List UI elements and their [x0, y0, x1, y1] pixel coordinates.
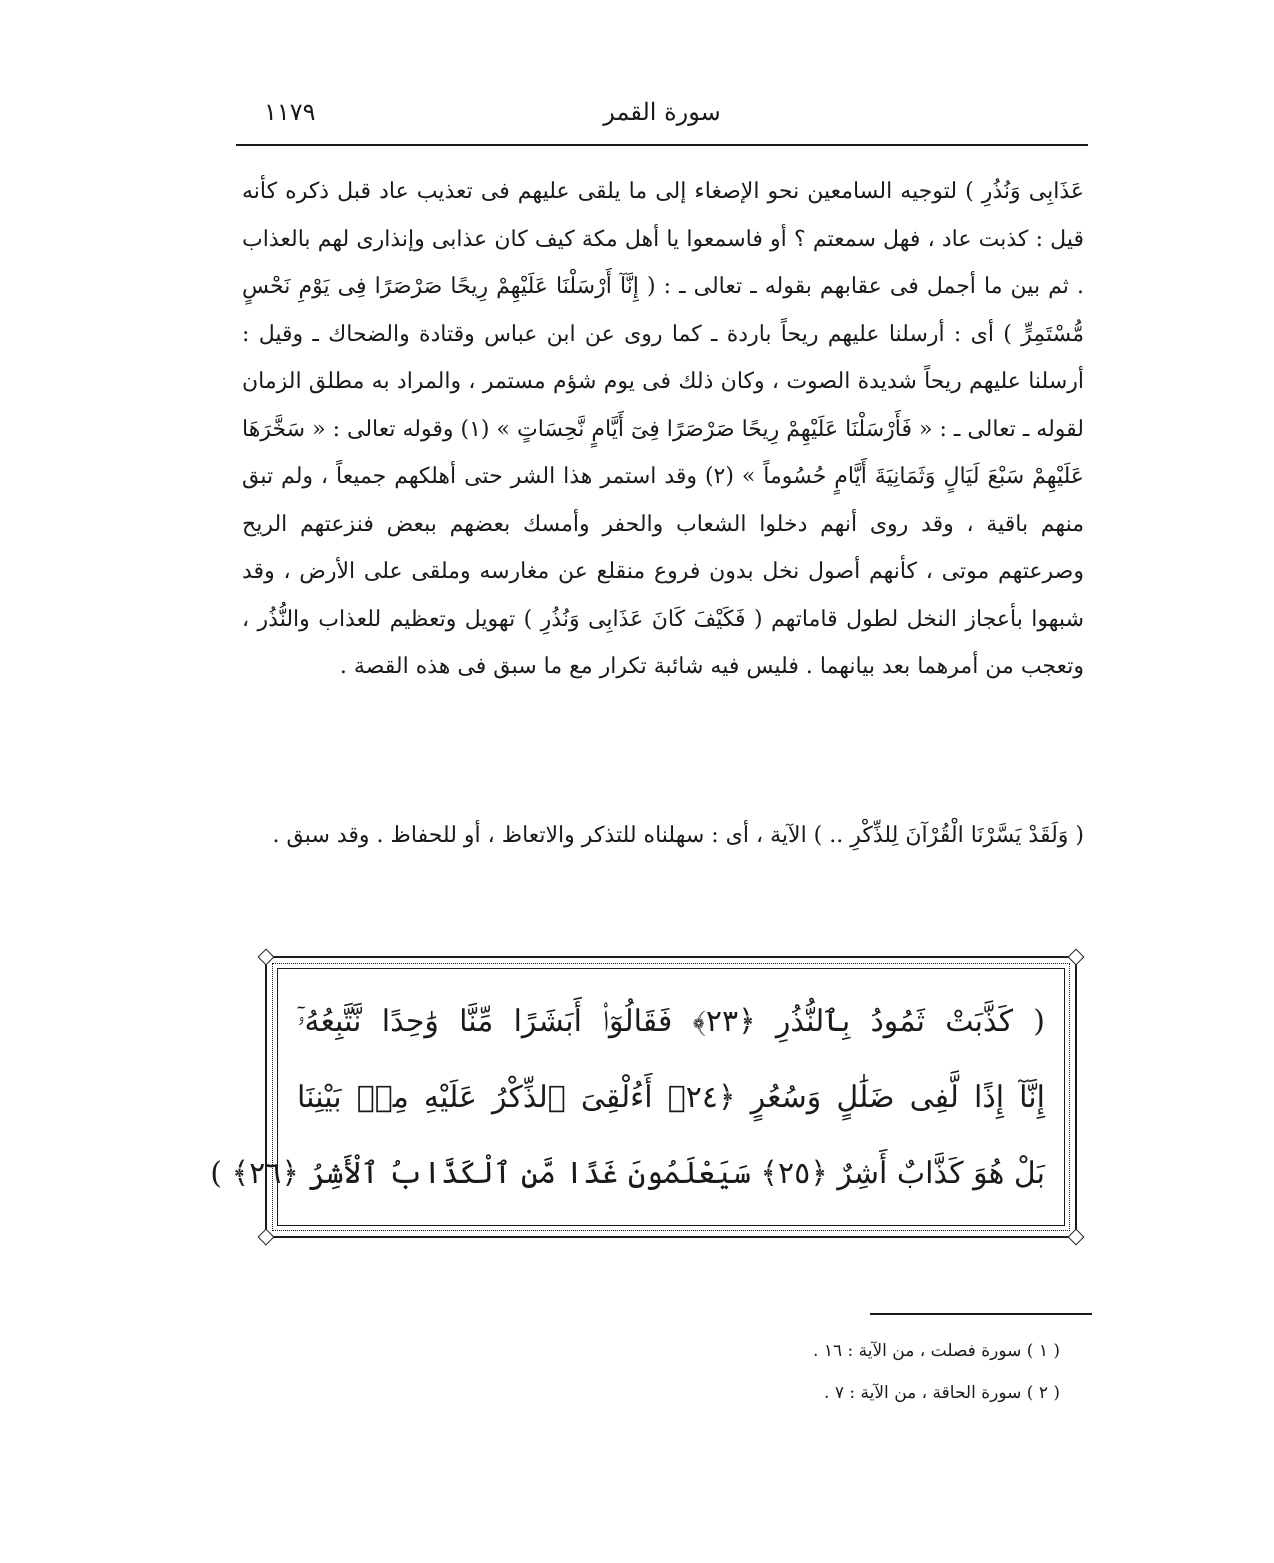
footnote-2: ( ٢ ) سورة الحاقة ، من الآية : ٧ . [824, 1383, 1060, 1403]
corner-ornament-icon [1068, 1229, 1085, 1246]
commentary-paragraph-2: ( وَلَقَدْ يَسَّرْنَا الْقُرْآنَ لِلذِّكْرِ .. ) الآية ، أى : سهلناه للتذكر والاتعاظ ، أو للحفاظ . وقد سبق . [272, 823, 1084, 848]
commentary-paragraph: عَذَابِى وَنُذُرِ ) لتوجيه السامعين نحو الإصغاء إلى ما يلقى عليهم فى تعذيب عاد قبل ذكره كأنه قيل : كذبت عاد ، فهل سمعتم ؟ أو فاسمعوا يا أهل مكة كيف كان عذابى وإنذارى لهم بالعذاب . ثم بين ما أجمل فى عقابهم بقوله ـ تعالى ـ : ( إِنَّآ أَرْسَلْنَا عَلَيْهِمْ رِيحًا صَرْصَرًا فِى يَوْمِ نَحْسٍ مُّسْتَمِرٍّ ) أى : أرسلنا عليهم ريحاً باردة ـ كما روى عن ابن عباس وقتادة والضحاك ـ وقيل : أرسلنا عليهم ريحاً شديدة الصوت ، وكان ذلك فى يوم شؤم مستمر ، والمراد به مطلق الزمان لقوله ـ تعالى ـ : « فَأَرْسَلْنَا عَلَيْهِمْ رِيحًا صَرْصَرًا فِىٓ أَيَّامٍ نَّحِسَاتٍ » (١) وقوله تعالى : « سَخَّرَهَا عَلَيْهِمْ سَبْعَ لَيَالٍ وَثَمَانِيَةَ أَيَّامٍ حُسُوماً » (٢) وقد استمر هذا الشر حتى أهلكهم جميعاً ، ولم تبق منهم باقية ، وقد روى أنهم دخلوا الشعاب والحفر وأمسك بعضهم ببعض فنزعتهم الريح وصرعتهم موتى ، كأنهم أصول نخل بدون فروع منقلع عن مغارسه وملقى على الأرض ، وقد شبهوا بأعجاز النخل لطول قاماتهم ( فَكَيْفَ كَانَ عَذَابِى وَنُذُرِ ) تهويل وتعظيم للعذاب والنُّذُر ، وتعجب من أمرهما بعد بيانهما . فليس فيه شائبة تكرار مع ما سبق فى هذه القصة . [242, 179, 1084, 679]
surah-title: سورة القمر [603, 98, 721, 126]
page-header [236, 96, 1088, 146]
header-divider [236, 144, 1088, 146]
footnotes [600, 1330, 1060, 1414]
corner-ornament-icon [258, 1229, 275, 1246]
quran-verses [210, 984, 1045, 1212]
verse-line: ( كَذَّبَتْ ثَمُودُ بِٱلنُّذُرِ ﴿٢٣﴾ فَقَالُوٓا۟ أَبَشَرًا مِّنَّا وَٰحِدًا نَّتَّبِعُهُۥٓ [297, 1004, 1045, 1039]
footnote-divider [870, 1313, 1092, 1315]
quran-verse-frame [210, 956, 1077, 1238]
page-number: ١١٧٩ [264, 98, 316, 126]
corner-ornament-icon [258, 949, 275, 966]
verse-line: بَلْ هُوَ كَذَّابٌ أَشِرٌ ﴿٢٥﴾ سَيَعْلَمُونَ غَدًا مَّنِ ٱلْكَذَّابُ ٱلْأَشِرُ ﴿٢٦﴾ ) [210, 1156, 1045, 1191]
corner-ornament-icon [1068, 949, 1085, 966]
footnote-1: ( ١ ) سورة فصلت ، من الآية : ١٦ . [813, 1341, 1060, 1361]
verse-line: إِنَّآ إِذًا لَّفِى ضَلَٰلٍ وَسُعُرٍ ﴿٢٤﴾ أَءُلْقِىَ ٱلذِّكْرُ عَلَيْهِ مِنۢ بَيْنِنَا [297, 1080, 1045, 1115]
